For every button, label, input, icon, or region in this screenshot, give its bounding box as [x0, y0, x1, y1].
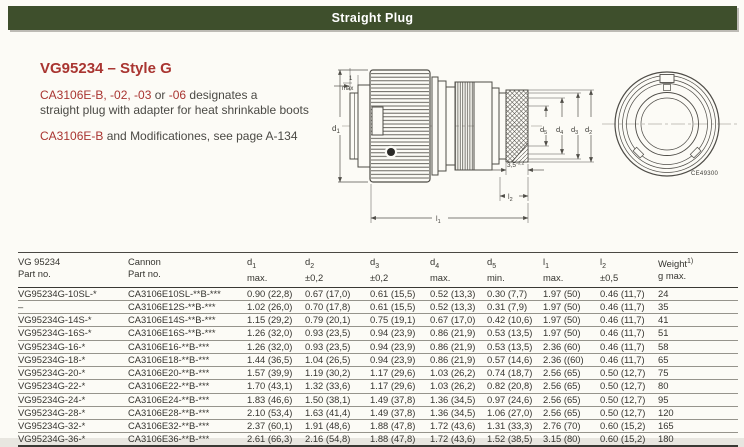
table-cell: VG95234G-32-*: [18, 419, 128, 432]
table-cell: 0.50 (12,7): [600, 367, 658, 380]
table-cell: 1.72 (43,6): [430, 419, 487, 432]
col-header-weight: Weight$^{1)}$ g max.: [658, 253, 738, 288]
table-cell: 1.70 (43,1): [247, 380, 305, 393]
table-cell: 0.79 (20,1): [305, 314, 370, 327]
col-header-d1: $d_1$ max.: [247, 253, 305, 288]
table-cell: 2.10 (53,4): [247, 406, 305, 419]
table-cell: 1.26 (32,0): [247, 340, 305, 353]
dim-label-tolerance: $3,5^{-0,2}$: [507, 161, 525, 169]
table-cell: 1.97 (50): [543, 327, 600, 340]
table-cell: 0.93 (23,5): [305, 327, 370, 340]
col-header-l2: $l_2$ ±0,5: [600, 253, 658, 288]
table-cell: 2.56 (65): [543, 406, 600, 419]
table-cell: CA3106E16-**B-***: [128, 340, 247, 353]
table-row: [18, 406, 738, 419]
table-cell: CA3106E36-**B-***: [128, 433, 210, 445]
table-row: [18, 380, 738, 393]
drawing-stamp: CE49300: [691, 171, 719, 177]
col-header-d3: $d_3$ ±0,2: [370, 253, 430, 288]
table-cell: 0.46 (11,7): [600, 353, 658, 366]
table-cell: 0.86 (21,9): [430, 353, 487, 366]
text-segment: and Modificationes, see page A-134: [103, 129, 298, 143]
table-cell: 0.50 (12,7): [600, 393, 658, 406]
col-header-l1: $l_1$ max.: [543, 253, 600, 288]
text-segment: designates a: [186, 88, 258, 102]
table-cell: 2.56 (65): [543, 380, 600, 393]
table-cell: 1.88 (47,8): [370, 433, 416, 445]
table-cell: 1.49 (37,8): [370, 393, 430, 406]
front-view-drawing: [598, 58, 744, 190]
table-row: [18, 287, 738, 300]
spec-table: [18, 252, 738, 447]
table-cell: 80: [658, 380, 738, 393]
table-cell: 0.46 (11,7): [600, 340, 658, 353]
side-view-drawing: [330, 55, 622, 240]
table-cell: 1.04 (26,5): [305, 353, 370, 366]
table-cell: 1.32 (33,6): [305, 380, 370, 393]
table-row: [18, 367, 738, 380]
text-segment: or: [151, 88, 169, 102]
table-cell: CA3106E12S-**B-***: [128, 301, 247, 314]
table-cell: 1.50 (38,1): [305, 393, 370, 406]
table-cell: 58: [658, 340, 738, 353]
table-cell: VG95234G-20-*: [18, 367, 128, 380]
table-row: [18, 314, 738, 327]
table-cell: 0.67 (17,0): [305, 287, 370, 300]
table-cell: VG95234G-16-*: [18, 340, 128, 353]
table-cell: CA3106E10SL-**B-***: [128, 287, 247, 300]
table-cell: 2.61 (66,3): [247, 433, 293, 445]
table-cell: 0.70 (17,8): [305, 301, 370, 314]
table-row: [18, 419, 738, 432]
text-segment: CA3106E-B: [40, 129, 104, 143]
table-cell: 1.97 (50): [543, 314, 600, 327]
table-cell: 0.52 (13,3): [430, 287, 487, 300]
table-cell: 1.31 (33,3): [487, 419, 543, 432]
table-cell: 75: [658, 367, 738, 380]
table-cell: 0.60 (15,2): [600, 419, 658, 432]
table-cell: 24: [658, 287, 738, 300]
table-cell: VG95234G-28-*: [18, 406, 128, 419]
table-cell: 1.52 (38,5): [487, 433, 533, 445]
header-bar: [8, 6, 737, 30]
table-cell: 0.61 (15,5): [370, 301, 430, 314]
table-cell: 2.37 (60,1): [247, 419, 305, 432]
table-row: [18, 393, 738, 406]
table-cell: 0.50 (12,7): [600, 380, 658, 393]
table-cell: 2.56 (65): [543, 393, 600, 406]
table-cell: 0.53 (13,5): [487, 327, 543, 340]
table-row: [18, 340, 738, 353]
table-cell: 1.17 (29,6): [370, 380, 430, 393]
front-view-keyways: [633, 75, 701, 158]
table-cell: 41: [658, 314, 738, 327]
table-cell: 65: [658, 353, 738, 366]
intro-line-2: straight plug with adapter for heat shrinkable boots: [40, 103, 309, 117]
dim-label-d5: $d_5$: [540, 125, 548, 136]
table-cell: 1.15 (29,2): [247, 314, 305, 327]
col-header-vg-part: VG 95234 Part no.: [18, 253, 128, 288]
section-title: VG95234 – Style G: [40, 60, 172, 77]
table-cell: VG95234G-18-*: [18, 353, 128, 366]
table-cell: CA3106E32-**B-***: [128, 419, 247, 432]
intro-line-1: [40, 88, 257, 102]
table-cell: 0.46 (11,7): [600, 301, 658, 314]
table-cell: CA3106E16S-**B-***: [128, 327, 247, 340]
table-cell: 1.03 (26,2): [430, 380, 487, 393]
dim-label-1max-word: max: [342, 86, 354, 92]
table-cell: 0.94 (23,9): [370, 353, 430, 366]
table-cell: 95: [658, 393, 738, 406]
intro-line-3: [40, 129, 340, 144]
table-cell: VG95234G-10SL-*: [18, 287, 128, 300]
table-cell: VG95234G-36-*: [18, 433, 86, 445]
table-cell: 1.83 (46,6): [247, 393, 305, 406]
table-cell: 1.36 (34,5): [430, 406, 487, 419]
table-cell: 1.91 (48,6): [305, 419, 370, 432]
table-row: [18, 353, 738, 366]
table-cell: 51: [658, 327, 738, 340]
col-header-cannon-part: Cannon Part no.: [128, 253, 247, 288]
table-cell: 0.94 (23,9): [370, 340, 430, 353]
table-cell: 2.16 (54,8): [305, 433, 351, 445]
table-cell: 0.86 (21,9): [430, 327, 487, 340]
table-cell: CA3106E20-**B-***: [128, 367, 247, 380]
table-cell: 0.46 (11,7): [600, 287, 658, 300]
table-cell: CA3106E28-**B-***: [128, 406, 247, 419]
table-cell: 2.76 (70): [543, 419, 600, 432]
table-cell: 120: [658, 406, 738, 419]
table-cell: 0.75 (19,1): [370, 314, 430, 327]
table-cell: –: [18, 301, 128, 314]
table-cell: 0.46 (11,7): [600, 314, 658, 327]
col-header-d2: $d_2$ ±0,2: [305, 253, 370, 288]
table-cell: 2.36 ((60): [543, 353, 600, 366]
table-cell: 0.46 (11,7): [600, 327, 658, 340]
table-cell: VG95234G-22-*: [18, 380, 128, 393]
table-cell: 35: [658, 301, 738, 314]
table-cell: CA3106E18-**B-***: [128, 353, 247, 366]
table-cell: 0.30 (7,7): [487, 287, 543, 300]
table-cell: 1.44 (36,5): [247, 353, 305, 366]
table-cell: 3.15 (80): [543, 433, 581, 445]
table-cell: 0.61 (15,5): [370, 287, 430, 300]
text-segment: CA3106E-B, -02, -03: [40, 88, 152, 102]
table-cell: 1.36 (34,5): [430, 393, 487, 406]
table-cell: 1.72 (43,6): [430, 433, 476, 445]
table-cell: 180: [658, 433, 674, 445]
table-cell: 0.90 (22,8): [247, 287, 305, 300]
table-cell: 0.50 (12,7): [600, 406, 658, 419]
table-cell: 0.94 (23,9): [370, 327, 430, 340]
dim-label-1max-num: 1: [349, 76, 353, 82]
table-cell: 0.74 (18,7): [487, 367, 543, 380]
table-cell: 1.63 (41,4): [305, 406, 370, 419]
table-cell: 0.31 (7,9): [487, 301, 543, 314]
table-cell: 0.86 (21,9): [430, 340, 487, 353]
table-cell: 1.88 (47,8): [370, 419, 430, 432]
table-cell: 0.52 (13,3): [430, 301, 487, 314]
table-cell: 1.19 (30,2): [305, 367, 370, 380]
table-cell: 1.06 (27,0): [487, 406, 543, 419]
table-cell: 1.02 (26,0): [247, 301, 305, 314]
dim-label-d1: $d_1$: [332, 124, 340, 135]
table-cell: 0.60 (15,2): [600, 433, 646, 445]
table-cell: 0.93 (23,5): [305, 340, 370, 353]
col-header-d5: $d_5$ min.: [487, 253, 543, 288]
table-cell: 0.42 (10,6): [487, 314, 543, 327]
table-cell: 1.57 (39,9): [247, 367, 305, 380]
dim-label-d2: $d_2$: [585, 125, 593, 136]
table-body: [18, 287, 738, 446]
connector-body: [350, 70, 528, 182]
dim-label-d4: $d_4$: [556, 125, 564, 136]
dim-label-d3: $d_3$: [571, 125, 579, 136]
table-cell: 2.56 (65): [543, 367, 600, 380]
table-cell: CA3106E14S-**B-***: [128, 314, 247, 327]
table-cell: 2.36 (60): [543, 340, 600, 353]
dim-label-l1: $l_1$: [436, 216, 441, 225]
table-cell: 0.97 (24,6): [487, 393, 543, 406]
table-cell: CA3106E24-**B-***: [128, 393, 247, 406]
table-cell: CA3106E22-**B-***: [128, 380, 247, 393]
table-cell: VG95234G-16S-*: [18, 327, 128, 340]
table-cell: 0.53 (13,5): [487, 340, 543, 353]
intro-paragraph: [40, 88, 340, 118]
table-cell: 165: [658, 419, 738, 432]
table-cell: VG95234G-24-*: [18, 393, 128, 406]
table-row: [18, 301, 738, 314]
table-header: [18, 253, 738, 288]
table-cell: 1.17 (29,6): [370, 367, 430, 380]
table-row: [18, 433, 738, 447]
text-segment: -06: [168, 88, 187, 102]
col-header-d4: $d_4$ max.: [430, 253, 487, 288]
table-cell: 0.82 (20,8): [487, 380, 543, 393]
table-cell: 1.49 (37,8): [370, 406, 430, 419]
table-row: [18, 327, 738, 340]
dim-label-l2: $l_2$: [508, 194, 513, 203]
table-cell: VG95234G-14S-*: [18, 314, 128, 327]
table-cell: 1.97 (50): [543, 287, 600, 300]
table-cell: 0.67 (17,0): [430, 314, 487, 327]
table-cell: 1.26 (32,0): [247, 327, 305, 340]
intro-block: [40, 60, 340, 155]
table-cell: 0.57 (14,6): [487, 353, 543, 366]
page-title: Straight Plug: [331, 11, 414, 25]
table-cell: 1.03 (26,2): [430, 367, 487, 380]
table-cell: 1.97 (50): [543, 301, 600, 314]
